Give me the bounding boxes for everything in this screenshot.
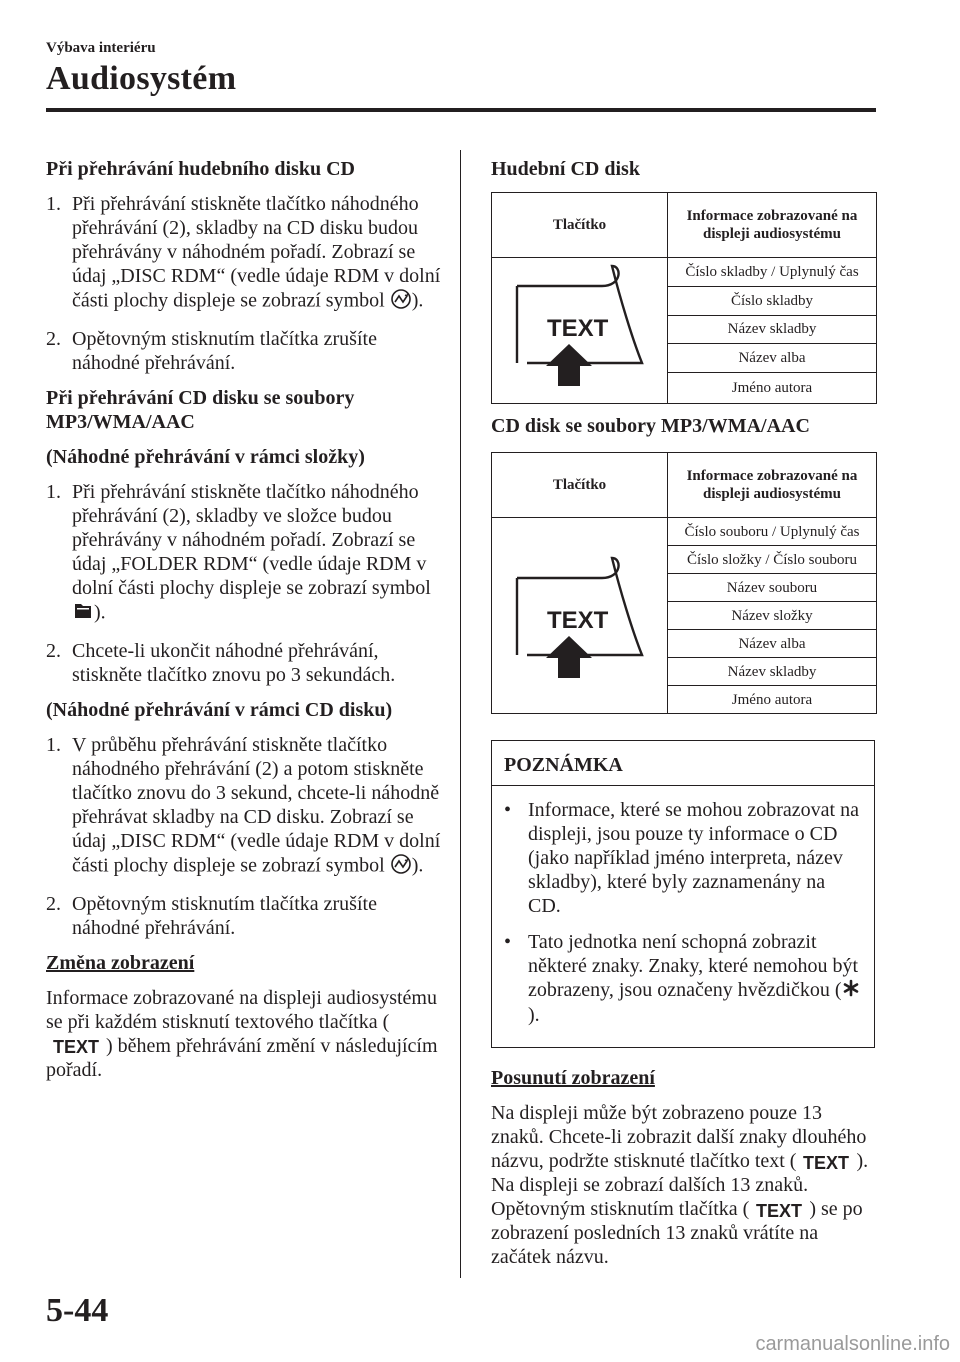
left-column <box>46 157 446 1093</box>
step-number: 1. <box>46 734 61 756</box>
note-title: POZNÁMKA <box>492 741 874 786</box>
svg-text:TEXT: TEXT <box>547 315 609 342</box>
bullet-icon: • <box>504 931 512 953</box>
table-cell: Název skladby <box>668 315 877 344</box>
folder-icon <box>72 600 94 628</box>
random-disc-icon <box>390 288 412 316</box>
paragraph-part: Na displeji může být zobrazeno pouze 13 znaků. Chcete-li zobrazit další znaky dlouhého názvu, podržte stisknuté tlačítko text ( <box>491 1102 867 1173</box>
subheading-folder-random: (Náhodné přehrávání v rámci složky) <box>46 446 365 468</box>
step-text-part: Při přehrávání stiskněte tlačítko náhodného přehrávání (2), skladby ve složce budou přehrávány v náhodném pořadí. Zobrazí se údaj „FOLDER RDM“ (vedle údaje RDM v dolní části plochy displeje se zobrazí symbol <box>72 481 431 599</box>
step-text-part: Při přehrávání stiskněte tlačítko náhodného přehrávání (2), skladby na CD disku budou přehrávány v náhodném pořadí. Zobrazí se údaj „DISC RDM“ (vedle údaje RDM v dolní části plochy displeje se zobrazí symbol <box>72 193 441 312</box>
paragraph-part: ) se po zobrazení posledních 13 znaků vrátíte na začátek názvu. <box>491 1198 863 1269</box>
table-cell: Název alba <box>668 344 877 373</box>
table-cell: Název alba <box>668 630 877 658</box>
table-cell: Jméno autora <box>668 373 877 404</box>
table-mp3-cd <box>491 452 877 714</box>
table-cell: Název souboru <box>668 574 877 602</box>
paragraph-part: Informace zobrazované na displeji audiosystému se při každém stisknutí textového tlačítka ( <box>46 987 437 1033</box>
step-text-part: V průběhu přehrávání stiskněte tlačítko náhodného přehrávání (2) a potom stiskněte tlačítko znovu do 3 sekund, chcete-li náhodně přehrávat skladby na CD disku. Zobrazí se údaj „DISC RDM“ (vedle údaje RDM v dolní části plochy displeje se zobrazí symbol <box>72 734 441 877</box>
table-cell: Číslo skladby <box>668 286 877 315</box>
text-button-icon <box>749 1201 809 1221</box>
table-cell: Název skladby <box>668 658 877 686</box>
text-button-illustration <box>492 518 668 714</box>
title-rule <box>46 108 876 112</box>
step-text <box>72 192 446 316</box>
note-text <box>528 930 862 1027</box>
svg-text:TEXT: TEXT <box>52 1037 100 1058</box>
heading-scroll-display: Posunutí zobrazení <box>491 1067 655 1090</box>
step-number: 1. <box>46 193 61 215</box>
heading-display-change: Změna zobrazení <box>46 952 195 974</box>
note-box <box>491 740 875 1048</box>
subheading-disc-random: (Náhodné přehrávání v rámci CD disku) <box>46 699 393 721</box>
page-title: Audiosystém <box>46 60 237 97</box>
table-header: Tlačítko <box>492 193 668 258</box>
step-text: Opětovným stisknutím tlačítka zrušíte náhodné přehrávání. <box>72 893 377 939</box>
bullet-icon: • <box>504 799 512 821</box>
note-body <box>492 786 874 1047</box>
heading-mp3-random: Při přehrávání CD disku se soubory MP3/WMA/AAC <box>46 387 355 433</box>
table-header: Tlačítko <box>492 453 668 518</box>
paragraph-part: ). Na displeji se zobrazí dalších 13 znaků. Opětovným stisknutím tlačítka ( <box>491 1150 869 1221</box>
table-cell: Jméno autora <box>668 686 877 714</box>
step-number: 2. <box>46 893 61 915</box>
note-text: Informace, které se mohou zobrazovat na displeji, jsou pouze ty informace o CD (jako například jméno interpreta, název skladby), které byly zaznamenány na CD. <box>528 799 859 917</box>
watermark: carmanualsonline.info <box>755 1333 950 1355</box>
list-item <box>46 733 446 881</box>
list-item <box>46 480 446 628</box>
right-column <box>491 157 875 1280</box>
table2-title: CD disk se soubory MP3/WMA/AAC <box>491 415 810 437</box>
paragraph-display-change <box>46 986 446 1082</box>
text-button-icon <box>46 1037 106 1057</box>
svg-text:TEXT: TEXT <box>756 1200 803 1221</box>
svg-text:TEXT: TEXT <box>803 1152 850 1173</box>
heading-cd-random: Při přehrávání hudebního disku CD <box>46 158 355 180</box>
step-text-end: ). <box>411 854 424 877</box>
step-number: 2. <box>46 328 61 350</box>
text-button-illustration <box>492 258 668 404</box>
step-text-end: ). <box>94 601 106 624</box>
step-text: Chcete-li ukončit náhodné přehrávání, stiskněte tlačítko znovu po 3 sekundách. <box>72 640 396 686</box>
list-item <box>46 639 446 687</box>
step-text <box>72 480 446 628</box>
table-header: Informace zobrazované na displeji audiosystému <box>668 193 877 258</box>
paragraph-scroll-display <box>491 1101 875 1269</box>
asterisk-icon <box>842 979 860 1003</box>
table-cell: Číslo souboru / Uplynulý čas <box>668 518 877 546</box>
note-text-part: Tato jednotka není schopná zobrazit některé znaky. Znaky, které nemohou být zobrazeny, jsou označeny hvězdičkou ( <box>528 931 859 1001</box>
list-item <box>46 892 446 940</box>
list-item <box>46 192 446 316</box>
list-item <box>46 327 446 375</box>
table-cell: Číslo skladby / Uplynulý čas <box>668 258 877 287</box>
section-label: Výbava interiéru <box>46 40 156 56</box>
table-header: Informace zobrazované na displeji audiosystému <box>668 453 877 518</box>
paragraph-part: ) během přehrávání změní v následujícím pořadí. <box>46 1035 438 1081</box>
step-text-end: ). <box>411 289 424 312</box>
random-disc-icon <box>390 853 412 881</box>
note-text-end: ). <box>528 1004 540 1027</box>
column-divider <box>460 150 461 1278</box>
table-cell: Číslo složky / Číslo souboru <box>668 546 877 574</box>
step-number: 2. <box>46 640 61 662</box>
table-audio-cd <box>491 192 877 404</box>
step-number: 1. <box>46 481 61 503</box>
note-item <box>504 798 862 918</box>
text-button-icon <box>796 1153 856 1173</box>
page-number: 5-44 <box>46 1292 109 1329</box>
table1-title: Hudební CD disk <box>491 158 640 180</box>
table-cell: Název složky <box>668 602 877 630</box>
note-item <box>504 930 862 1027</box>
step-text <box>72 733 446 881</box>
step-text: Opětovným stisknutím tlačítka zrušíte náhodné přehrávání. <box>72 328 377 374</box>
svg-text:TEXT: TEXT <box>547 607 609 634</box>
